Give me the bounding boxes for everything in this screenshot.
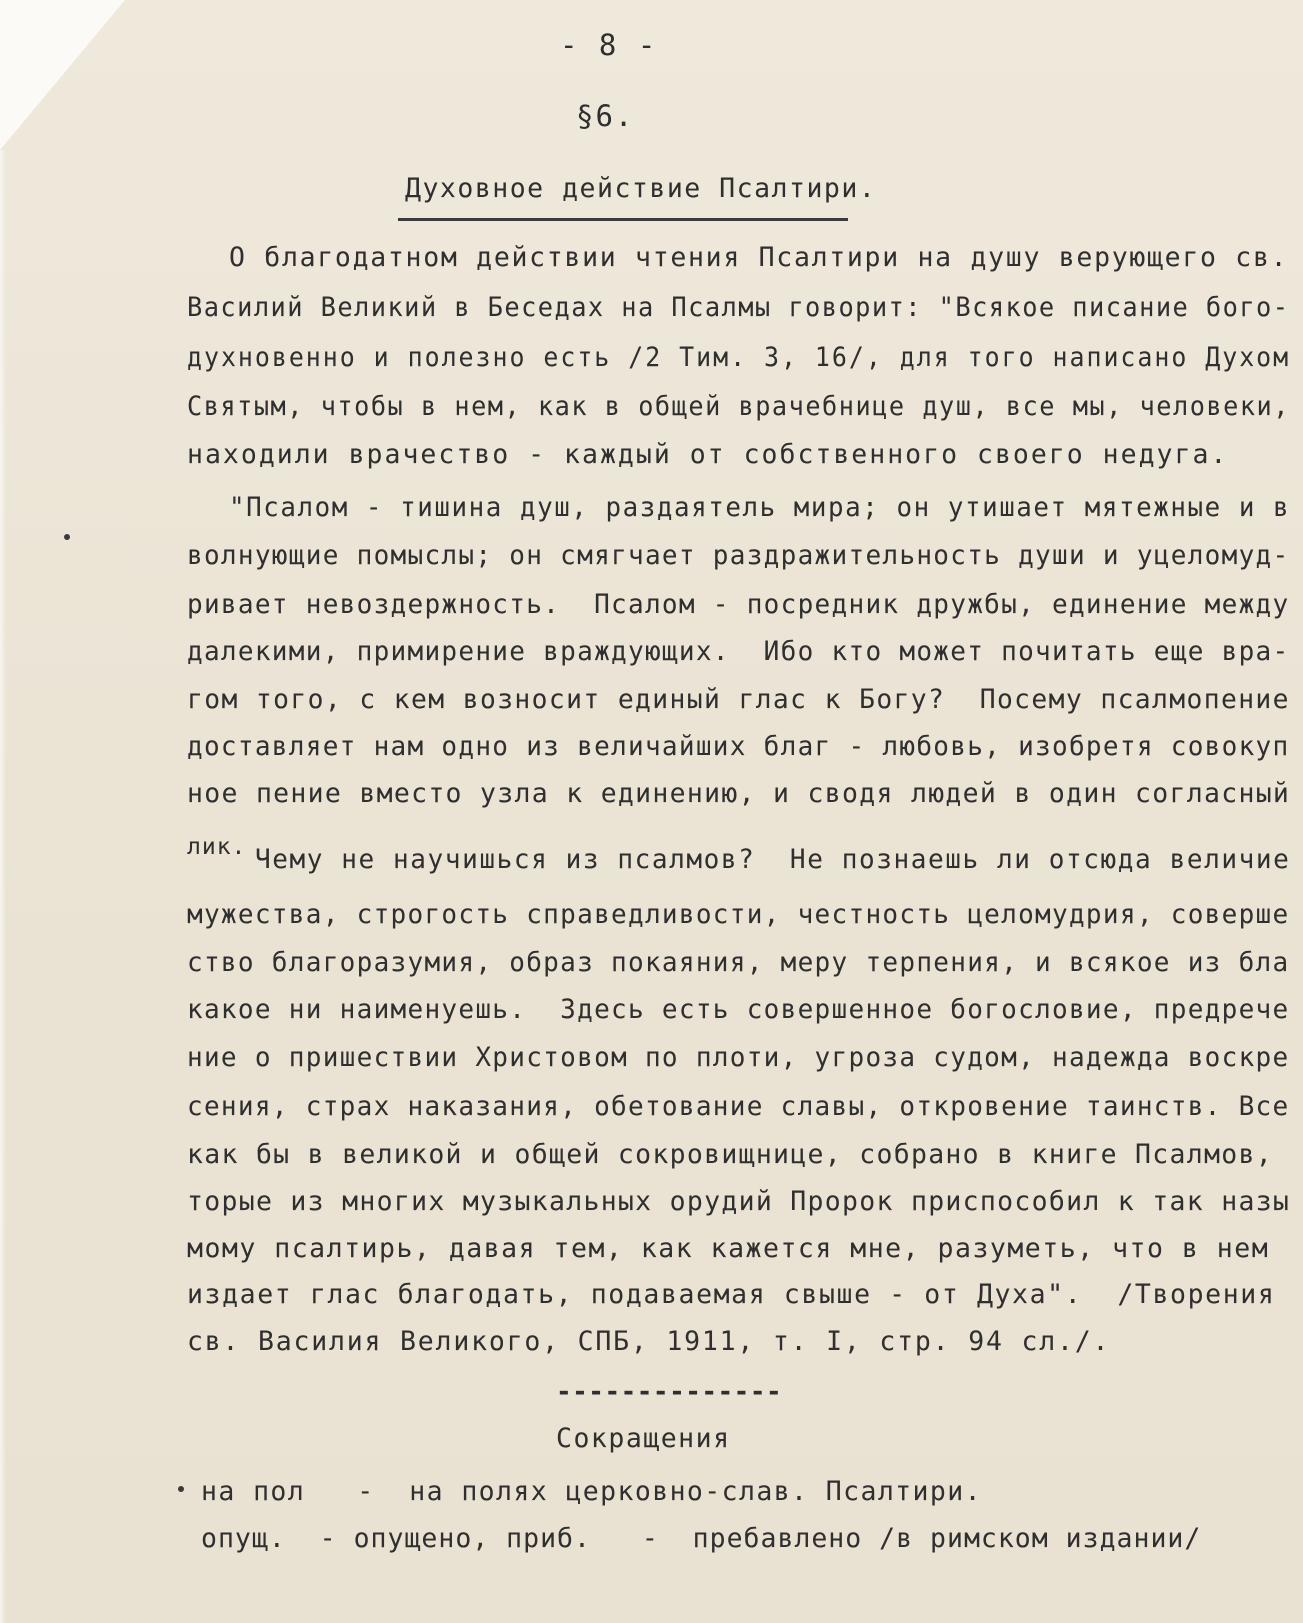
- body-line: мому псалтирь, давая тем, как кажется мне, разуметь, что в нем: [187, 1233, 1270, 1264]
- body-line: как бы в великой и общей сокровищнице, собрано в книге Псалмов,: [187, 1139, 1291, 1170]
- body-line: гом того, с кем возносит единый глас к Богу? Посему псалмопение: [187, 684, 1290, 715]
- page-number: - 8 -: [560, 28, 658, 62]
- body-line: доставляет нам одно из величайших благ - любовь, изобретя совокуп: [187, 731, 1290, 762]
- folded-corner: [0, 0, 125, 150]
- body-line: св. Василия Великого, СПБ, 1911, т. I, стр. 94 сл./.: [187, 1326, 1111, 1357]
- body-line: издает глас благодать, подаваемая свыше - от Духа". /Творения: [187, 1279, 1276, 1310]
- body-line: далекими, примирение враждующих. Ибо кто может почитать еще вра-: [187, 636, 1290, 667]
- section-number: §6.: [576, 99, 635, 133]
- body-line: торые из многих музыкальных орудий Пророк приспособил к так назы: [187, 1186, 1291, 1217]
- separator-line: --------------: [556, 1377, 783, 1407]
- body-line: мужества, строгость справедливости, честность целомудрия, соверше: [187, 899, 1290, 930]
- body-line: Святым, чтобы в нем, как в общей врачебнице душ, все мы, человеки,: [187, 391, 1290, 422]
- abbreviation-line: опущ. - опущено, приб. - пребавлено /в римском издании/: [201, 1523, 1202, 1554]
- body-line: Чему не научишься из псалмов? Не познаешь ли отсюда величие: [255, 844, 1291, 875]
- abbreviation-line: на пол - на полях церковно-слав. Псалтири.: [201, 1476, 982, 1507]
- body-line: лик.: [187, 834, 247, 860]
- body-line: Василий Великий в Беседах на Псалмы говорит: "Всякое писание бого-: [187, 292, 1290, 323]
- body-line: духновенно и полезно есть /2 Тим. 3, 16/, для того написано Духом: [187, 342, 1291, 373]
- title-underline: [398, 218, 848, 221]
- body-line: "Псалом - тишина душ, раздаятель мира; он утишает мятежные и в: [229, 492, 1291, 523]
- body-line: какое ни наименуешь. Здесь есть совершенное богословие, предрече: [187, 994, 1290, 1025]
- page-title: Духовное действие Псалтири.: [405, 173, 877, 204]
- body-line: находили врачество - каждый от собственного своего недуга.: [187, 439, 1229, 470]
- body-line: О благодатном действии чтения Псалтири на душу верующего св.: [229, 242, 1289, 273]
- body-line: волнующие помыслы; он смягчает раздражительность души и уцеломуд-: [187, 540, 1290, 571]
- body-line: ривает невоздержность. Псалом - посредник дружбы, единение между: [187, 589, 1290, 620]
- paper-edge: [0, 150, 6, 1623]
- body-line: сения, страх наказания, обетование славы, откровение таинств. Все: [187, 1091, 1290, 1122]
- margin-mark: [64, 534, 70, 540]
- body-line: ство благоразумия, образ покаяния, меру терпения, и всякое из бла: [187, 947, 1290, 978]
- margin-mark: [178, 1486, 184, 1492]
- body-line: ное пение вместо узла к единению, и сводя людей в один согласный: [187, 778, 1291, 809]
- body-line: ние о пришествии Христовом по плоти, угроза судом, надежда воскре: [187, 1042, 1290, 1073]
- abbreviations-title: Сокращения: [556, 1423, 731, 1454]
